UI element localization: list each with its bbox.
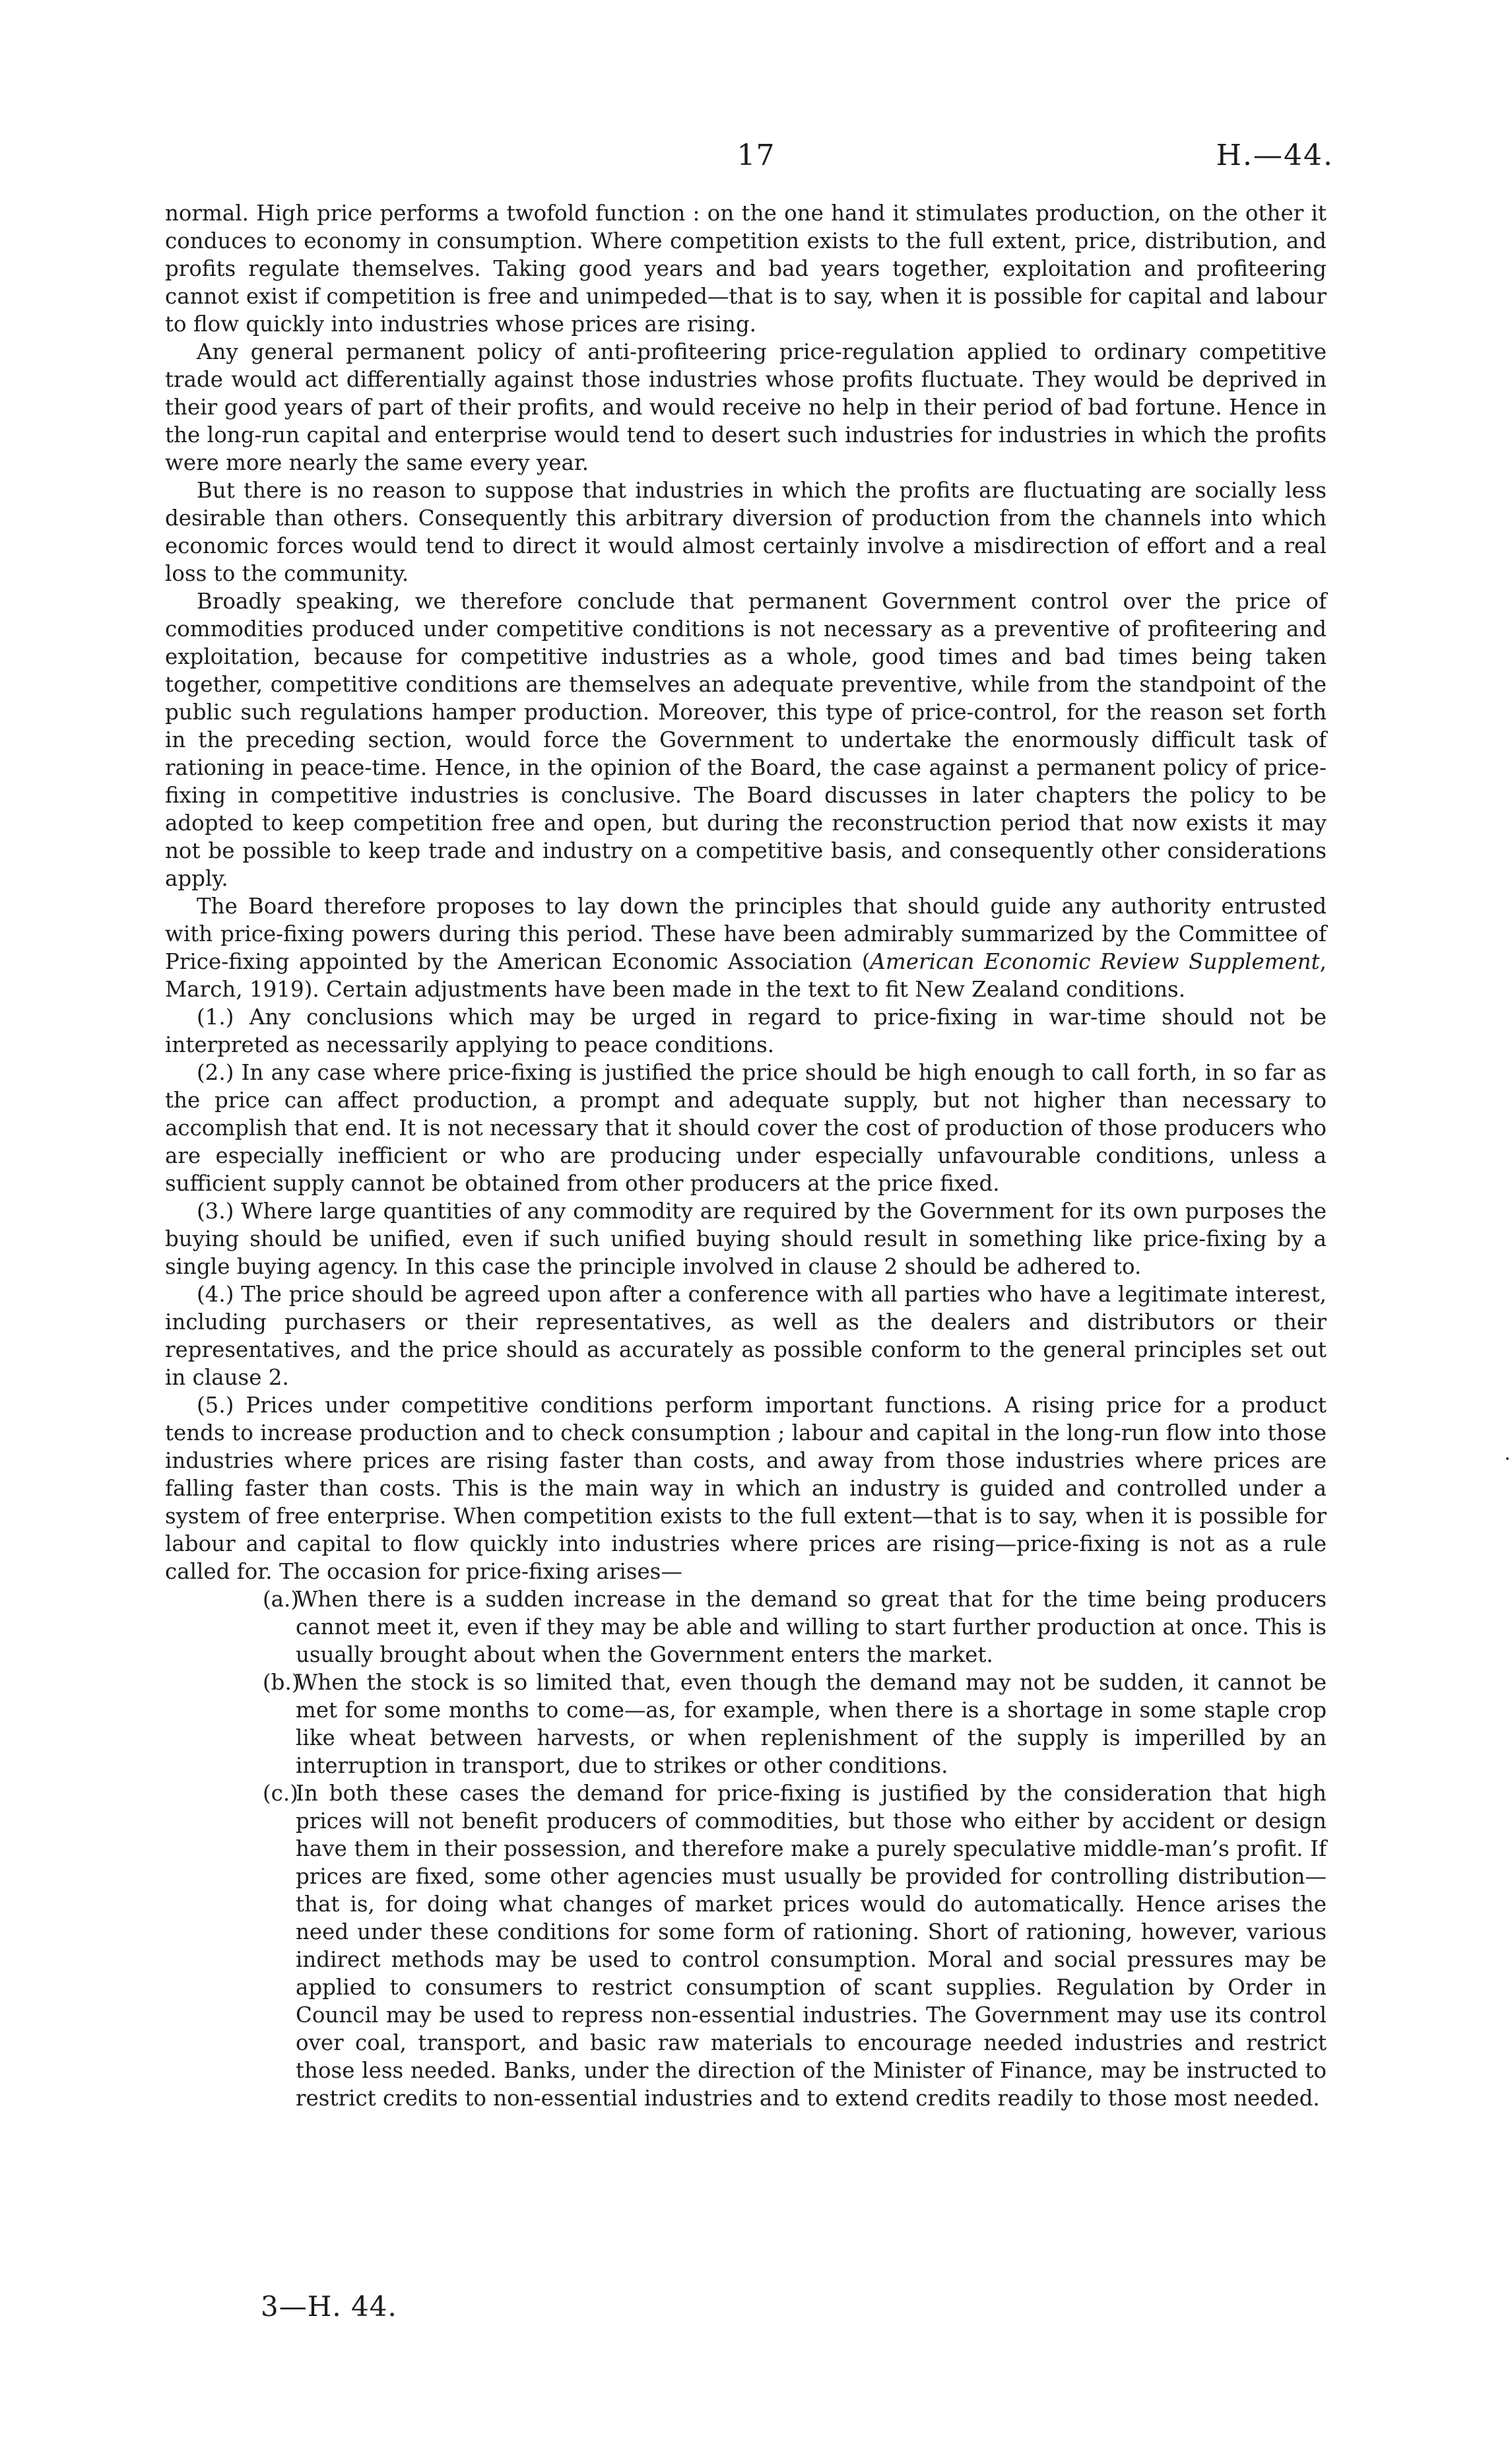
paragraph-continued: normal. High price performs a twofold function : on the one hand it stimulates production, on the other it conduces to economy in consumption. Where competition exists to the full extent, price, distribution, and profits regulate themselves. Taking good years and bad years together, exploitation and profiteering cannot exist if competition is free and unimpeded—that is to say, when it is possible for capital and labour to flow quickly into industries whose prices are rising. — [165, 201, 1327, 337]
sub-clause-b — [165, 1669, 1327, 1779]
sub-clause-text: When the stock is so limited that, even though the demand may not be sudden, it cannot be met for some months to come—as, for example, when there is a shortage in some staple crop like wheat between harvests, or when replenishment of the supply is imperilled by an interruption in transport, due to strikes or other conditions. — [296, 1670, 1327, 1778]
footer-signature: 3—H. 44. — [261, 2290, 397, 2323]
document-reference: H.—44. — [1216, 139, 1334, 172]
clause-3: (3.) Where large quantities of any commodity are required by the Government for its own purposes the buying should be unified, even if such unified buying should result in something like price-fixing by a single buying agency. In this case the principle involved in clause 2 should be adhered to. — [165, 1199, 1327, 1279]
sub-clause-a — [165, 1585, 1327, 1669]
page-number: 17 — [737, 139, 775, 172]
sub-clause-text: When there is a sudden increase in the demand so great that for the time being producers cannot meet it, even if they may be able and willing to start further production at once. This is usually brought about when the Government enters the market. — [296, 1587, 1327, 1667]
clause-4: (4.) The price should be agreed upon after a conference with all parties who have a legitimate interest, including purchasers or their representatives, as well as the dealers and distributors or their representatives, and the price should as accurately as possible conform to the general principles set out in clause 2. — [165, 1282, 1327, 1390]
sub-clause-label: (a.) — [263, 1587, 300, 1612]
sub-clause-label: (b.) — [263, 1670, 300, 1695]
paragraph: Broadly speaking, we therefore conclude that permanent Government control over the price of commodities produced under competitive conditions is not necessary as a preventive of profiteering and exploitation, because for competitive industries as a whole, good times and bad times being taken together, competitive conditions are themselves an adequate preventive, while from the standpoint of the public such regulations hamper production. Moreover, this type of price-control, for the reason set forth in the preceding section, would force the Government to undertake the enormously difficult task of rationing in peace-time. Hence, in the opinion of the Board, the case against a permanent policy of price-fixing in competitive industries is conclusive. The Board discusses in later chapters the policy to be adopted to keep competition free and open, but during the reconstruction period that now exists it may not be possible to keep trade and industry on a competitive basis, and consequently other considerations apply. — [165, 589, 1327, 891]
clause-2: (2.) In any case where price-fixing is justified the price should be high enough to call forth, in so far as the price can affect production, a prompt and adequate supply, but not higher than necessary to accomplish that end. It is not necessary that it should cover the cost of production of those producers who are especially inefficient or who are producing under especially unfavourable conditions, unless a sufficient supply cannot be obtained from other producers at the price fixed. — [165, 1060, 1327, 1196]
paragraph-committee — [165, 892, 1327, 1003]
clause-list — [165, 1003, 1327, 1585]
body-text — [165, 199, 1327, 2112]
publication-title: American Economic Review Supplement — [870, 949, 1320, 974]
paragraph: But there is no reason to suppose that industries in which the profits are fluctuating are socially less desirable than others. Consequently this arbitrary diversion of production from the channels into which economic forces would tend to direct it would almost certainly involve a misdirection of effort and a real loss to the community. — [165, 478, 1327, 586]
scan-speck — [1506, 1457, 1509, 1460]
clause-5: (5.) Prices under competitive conditions perform important functions. A rising price for a product tends to increase production and to check consumption ; labour and capital in the long-run flow into those industries where prices are rising faster than costs, and away from those industries where prices are falling faster than costs. This is the main way in which an industry is guided and controlled under a system of free enterprise. When competition exists to the full extent—that is to say, when it is possible for labour and capital to flow quickly into industries where prices are rising—price-fixing is not as a rule called for. The occasion for price-fixing arises— — [165, 1393, 1327, 1584]
sub-clause-c — [165, 1779, 1327, 2112]
clause-1: (1.) Any conclusions which may be urged in regard to price-fixing in war-time should not be interpreted as necessarily applying to peace conditions. — [165, 1005, 1327, 1057]
committee-text-before: The Board therefore proposes to lay down the principles that should guide any authority entrusted with price-fixing powers during this period. These have been admirably summarized by the Committee of Price-fixing appointed by the American Economic Association ( — [165, 894, 1327, 974]
sub-clause-text: In both these cases the demand for price-fixing is justified by the consideration that high prices will not benefit producers of commodities, but those who either by accident or design have them in their possession, and therefore make a purely speculative middle-man’s profit. If prices are fixed, some other agencies must usually be provided for controlling distribution—that is, for doing what changes of market prices would do automatically. Hence arises the need under these conditions for some form of rationing. Short of rationing, however, various indirect methods may be used to control consumption. Moral and social pressures may be applied to consumers to restrict consumption of scant supplies. Regulation by Order in Council may be used to repress non-essential industries. The Government may use its control over coal, transport, and basic raw materials to encourage needed industries and restrict those less needed. Banks, under the direction of the Minister of Finance, may be instructed to restrict credits to non-essential industries and to extend credits readily to those most needed. — [296, 1781, 1327, 2111]
sub-clause-label: (c.) — [263, 1781, 298, 1806]
committee-text-after: , March, 1919). Certain adjustments have been made in the text to fit New Zealand conditions. — [165, 949, 1327, 1002]
paragraph: Any general permanent policy of anti-profiteering price-regulation applied to ordinary competitive trade would act differentially against those industries whose profits fluctuate. They would be deprived in their good years of part of their profits, and would receive no help in their period of bad fortune. Hence in the long-run capital and enterprise would tend to desert such industries for industries in which the profits were more nearly the same every year. — [165, 339, 1327, 475]
